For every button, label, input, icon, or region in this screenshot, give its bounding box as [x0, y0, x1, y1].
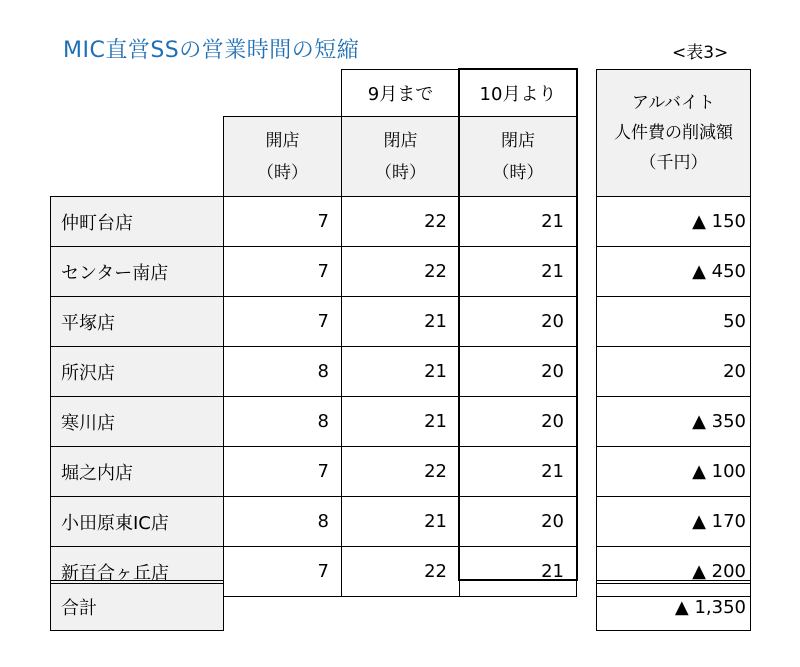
total-cut-cell — [596, 583, 751, 631]
close-time-october: 21 — [541, 211, 564, 232]
header-parttime-line2: 人件費の削減額 — [614, 123, 733, 143]
close-time-september: 21 — [424, 311, 447, 332]
parttime-cut: ▲ 200 — [692, 561, 746, 582]
close-time-september: 22 — [424, 261, 447, 282]
parttime-cut-cell — [596, 196, 751, 247]
total-label: 合計 — [61, 598, 97, 619]
store-name: センター南店 — [61, 262, 169, 284]
store-name-cell — [50, 446, 224, 497]
header-from-october — [459, 69, 577, 117]
header-open-unit: （時） — [257, 162, 308, 183]
store-name: 新百合ヶ丘店 — [61, 562, 169, 584]
close-time-september: 22 — [424, 211, 447, 232]
header-from-october-label: 10月より — [479, 84, 557, 105]
close-time-october-cell — [459, 496, 577, 547]
header-open-time — [223, 116, 342, 197]
open-time: 7 — [317, 261, 329, 282]
header-parttime-cost-reduction — [596, 69, 751, 197]
header-parttime-line1: アルバイト — [631, 93, 716, 113]
open-time: 8 — [317, 511, 329, 532]
close-time-october-cell — [459, 546, 577, 597]
close-time-october-cell — [459, 246, 577, 297]
store-name-cell — [50, 196, 224, 247]
close-time-september-cell — [341, 246, 460, 297]
parttime-cut: ▲ 450 — [692, 261, 746, 282]
close-time-september-cell — [341, 396, 460, 447]
header-close-unit: （時） — [375, 162, 426, 183]
store-name-cell — [50, 296, 224, 347]
header-close2-unit: （時） — [492, 162, 544, 183]
close-time-september: 21 — [424, 511, 447, 532]
close-time-october-cell — [459, 346, 577, 397]
open-time: 7 — [317, 311, 329, 332]
open-time: 7 — [317, 561, 329, 582]
parttime-cut-cell — [596, 296, 751, 347]
close-time-october-cell — [459, 396, 577, 447]
close-time-october: 20 — [541, 411, 564, 432]
page-title: MIC直営SSの営業時間の短縮 — [63, 38, 360, 63]
store-name: 堀之内店 — [61, 462, 133, 484]
close-time-october-cell — [459, 296, 577, 347]
total-label-cell — [50, 583, 224, 631]
open-time-cell — [223, 246, 342, 297]
parttime-cut-cell — [596, 396, 751, 447]
close-time-september: 21 — [424, 411, 447, 432]
header-close2-label: 閉店 — [501, 130, 535, 151]
store-name-cell — [50, 496, 224, 547]
store-name-cell — [50, 346, 224, 397]
open-time-cell — [223, 296, 342, 347]
parttime-cut: 50 — [723, 311, 746, 332]
header-until-september-label: 9月まで — [367, 84, 434, 105]
open-time-cell — [223, 496, 342, 547]
close-time-october: 20 — [541, 511, 564, 532]
store-name: 平塚店 — [61, 312, 115, 334]
open-time: 8 — [317, 361, 329, 382]
open-time-cell — [223, 396, 342, 447]
header-close-time-october — [459, 116, 577, 197]
parttime-cut: ▲ 100 — [692, 461, 746, 482]
close-time-october: 20 — [541, 311, 564, 332]
header-parttime-unit: （千円） — [639, 153, 708, 173]
close-time-september: 21 — [424, 361, 447, 382]
open-time-cell — [223, 196, 342, 247]
header-until-september — [341, 69, 460, 117]
parttime-cut: ▲ 150 — [692, 211, 746, 232]
open-time: 7 — [317, 461, 329, 482]
parttime-cut-cell — [596, 346, 751, 397]
close-time-october-cell — [459, 196, 577, 247]
header-close-time-september — [341, 116, 460, 197]
close-time-september-cell — [341, 346, 460, 397]
parttime-cut-cell — [596, 446, 751, 497]
total-cut-value: ▲ 1,350 — [674, 596, 746, 618]
parttime-cut-cell — [596, 246, 751, 297]
parttime-cut: ▲ 170 — [692, 511, 746, 532]
table-number: <表3> — [672, 43, 729, 63]
header-close-label: 閉店 — [383, 130, 418, 151]
open-time-cell — [223, 546, 342, 597]
close-time-september-cell — [341, 496, 460, 547]
store-name: 所沢店 — [61, 362, 115, 384]
close-time-september-cell — [341, 446, 460, 497]
open-time-cell — [223, 446, 342, 497]
open-time: 8 — [317, 411, 329, 432]
header-open-label: 開店 — [265, 130, 300, 151]
close-time-september: 22 — [424, 561, 447, 582]
store-name-cell — [50, 246, 224, 297]
close-time-october: 21 — [541, 561, 564, 582]
open-time-cell — [223, 346, 342, 397]
open-time: 7 — [317, 211, 329, 232]
parttime-cut-cell — [596, 496, 751, 547]
close-time-october: 20 — [541, 361, 564, 382]
parttime-cut: 20 — [723, 361, 746, 382]
store-name-cell — [50, 396, 224, 447]
parttime-cut: ▲ 350 — [692, 411, 746, 432]
close-time-september: 22 — [424, 461, 447, 482]
close-time-october: 21 — [541, 261, 564, 282]
close-time-september-cell — [341, 546, 460, 597]
store-name: 寒川店 — [61, 412, 115, 434]
close-time-october: 21 — [541, 461, 564, 482]
close-time-september-cell — [341, 296, 460, 347]
close-time-october-cell — [459, 446, 577, 497]
close-time-september-cell — [341, 196, 460, 247]
store-name: 小田原東IC店 — [61, 512, 169, 534]
store-name: 仲町台店 — [61, 212, 133, 234]
